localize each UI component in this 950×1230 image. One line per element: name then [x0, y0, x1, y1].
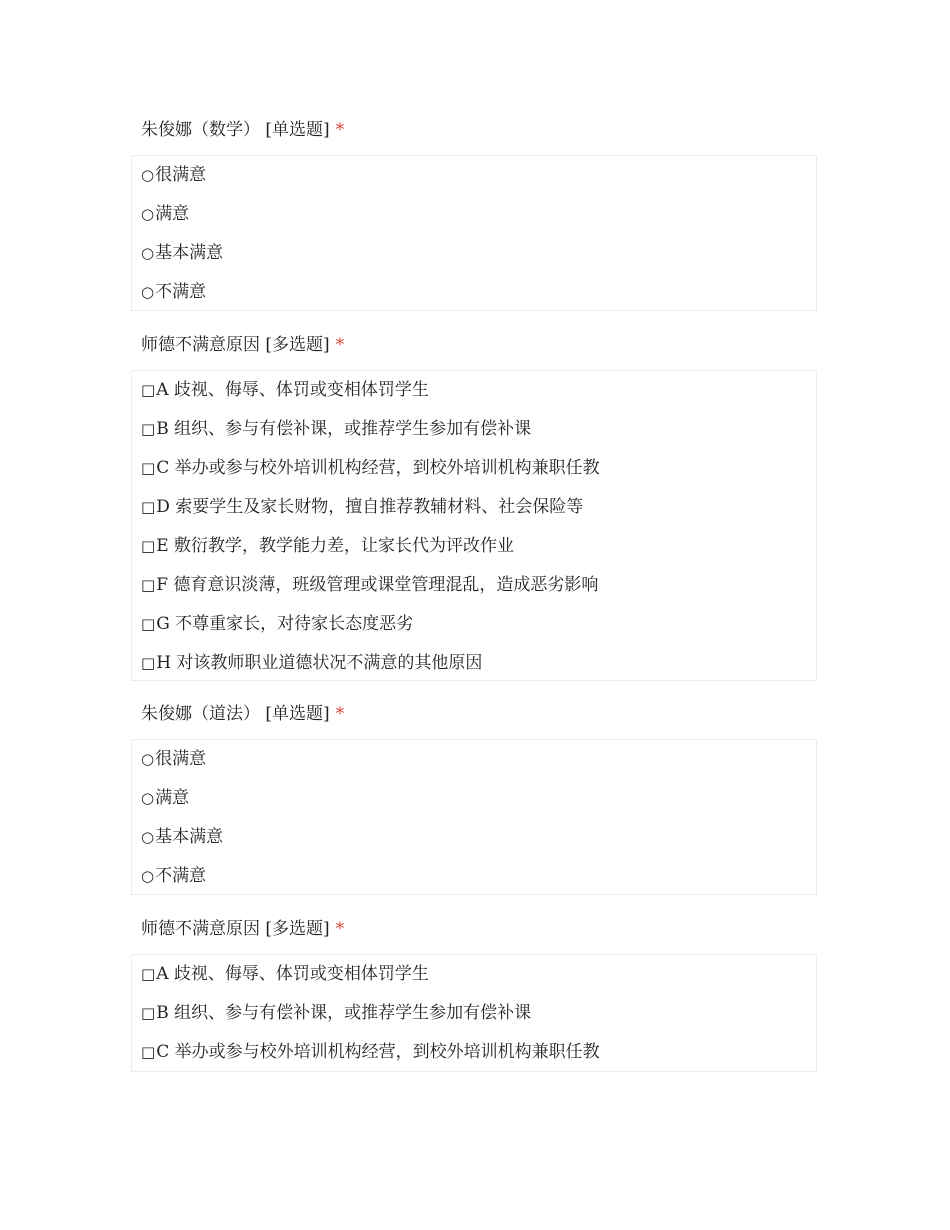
checkbox-icon: □: [141, 381, 156, 399]
radio-circle-icon: ○: [141, 867, 155, 885]
option-label: 不满意: [155, 866, 207, 886]
required-mark: *: [335, 704, 345, 724]
option-label: D 索要学生及家长财物，擅自推荐教辅材料、社会保险等: [156, 497, 584, 517]
checkbox-option-c[interactable]: [132, 449, 816, 488]
option-label: 满意: [155, 204, 190, 224]
radio-option-unsatisfied[interactable]: [132, 857, 816, 896]
question-title-text: 师德不满意原因: [141, 335, 260, 355]
option-label: E 敷衍教学，教学能力差，让家长代为评改作业: [156, 536, 515, 556]
checkbox-icon: □: [141, 459, 156, 477]
question-type: [单选题]: [265, 704, 330, 724]
option-label: B 组织、参与有偿补课，或推荐学生参加有偿补课: [156, 1003, 532, 1023]
checkbox-option-h[interactable]: [132, 644, 816, 683]
radio-circle-icon: ○: [141, 750, 155, 768]
question-type: [多选题]: [265, 335, 330, 355]
radio-option-basically-satisfied[interactable]: [132, 818, 816, 857]
radio-option-unsatisfied[interactable]: [132, 273, 816, 312]
radio-option-basically-satisfied[interactable]: [132, 234, 816, 273]
question-title: [131, 918, 819, 940]
option-label: C 举办或参与校外培训机构经营，到校外培训机构兼职任教: [156, 1042, 600, 1062]
option-label: 很满意: [155, 749, 207, 769]
question-title: [131, 119, 819, 141]
question-type: [单选题]: [265, 120, 330, 140]
option-label: B 组织、参与有偿补课，或推荐学生参加有偿补课: [156, 419, 532, 439]
checkbox-option-a[interactable]: [132, 371, 816, 410]
options-box: [131, 954, 817, 1072]
checkbox-icon: □: [141, 537, 156, 555]
checkbox-option-c[interactable]: [132, 1033, 816, 1072]
question-title-text: 朱俊娜（数学）: [141, 120, 260, 140]
checkbox-icon: □: [141, 576, 156, 594]
options-box: [131, 739, 817, 895]
option-label: 基本满意: [155, 243, 224, 263]
checkbox-icon: □: [141, 965, 156, 983]
checkbox-option-a[interactable]: [132, 955, 816, 994]
options-box: [131, 155, 817, 311]
option-label: 满意: [155, 788, 190, 808]
option-label: 基本满意: [155, 827, 224, 847]
checkbox-option-f[interactable]: [132, 566, 816, 605]
radio-circle-icon: ○: [141, 244, 155, 262]
question-4: [131, 918, 819, 1062]
radio-option-satisfied[interactable]: [132, 195, 816, 234]
radio-circle-icon: ○: [141, 283, 155, 301]
question-2: [131, 334, 819, 673]
radio-circle-icon: ○: [141, 828, 155, 846]
radio-option-very-satisfied[interactable]: [132, 156, 816, 195]
option-label: G 不尊重家长，对待家长态度恶劣: [156, 614, 414, 634]
checkbox-option-b[interactable]: [132, 410, 816, 449]
question-title: [131, 334, 819, 356]
question-type: [多选题]: [265, 919, 330, 939]
required-mark: *: [335, 335, 345, 355]
required-mark: *: [335, 919, 345, 939]
option-label: C 举办或参与校外培训机构经营，到校外培训机构兼职任教: [156, 458, 600, 478]
option-label: 很满意: [155, 165, 207, 185]
radio-circle-icon: ○: [141, 205, 155, 223]
radio-circle-icon: ○: [141, 789, 155, 807]
required-mark: *: [335, 120, 345, 140]
checkbox-option-d[interactable]: [132, 488, 816, 527]
radio-option-very-satisfied[interactable]: [132, 740, 816, 779]
question-3: [131, 703, 819, 886]
radio-option-satisfied[interactable]: [132, 779, 816, 818]
checkbox-icon: □: [141, 420, 156, 438]
option-label: A 歧视、侮辱、体罚或变相体罚学生: [156, 380, 429, 400]
option-label: F 德育意识淡薄，班级管理或课堂管理混乱，造成恶劣影响: [156, 575, 599, 595]
question-title-text: 师德不满意原因: [141, 919, 260, 939]
checkbox-icon: □: [141, 654, 156, 672]
question-1: [131, 119, 819, 302]
options-box: [131, 370, 817, 681]
option-label: H 对该教师职业道德状况不满意的其他原因: [156, 653, 483, 673]
option-label: 不满意: [155, 282, 207, 302]
checkbox-icon: □: [141, 498, 156, 516]
checkbox-option-e[interactable]: [132, 527, 816, 566]
question-title-text: 朱俊娜（道法）: [141, 704, 260, 724]
option-label: A 歧视、侮辱、体罚或变相体罚学生: [156, 964, 429, 984]
checkbox-option-g[interactable]: [132, 605, 816, 644]
checkbox-icon: □: [141, 1004, 156, 1022]
checkbox-icon: □: [141, 615, 156, 633]
radio-circle-icon: ○: [141, 166, 155, 184]
checkbox-option-b[interactable]: [132, 994, 816, 1033]
question-title: [131, 703, 819, 725]
checkbox-icon: □: [141, 1043, 156, 1061]
